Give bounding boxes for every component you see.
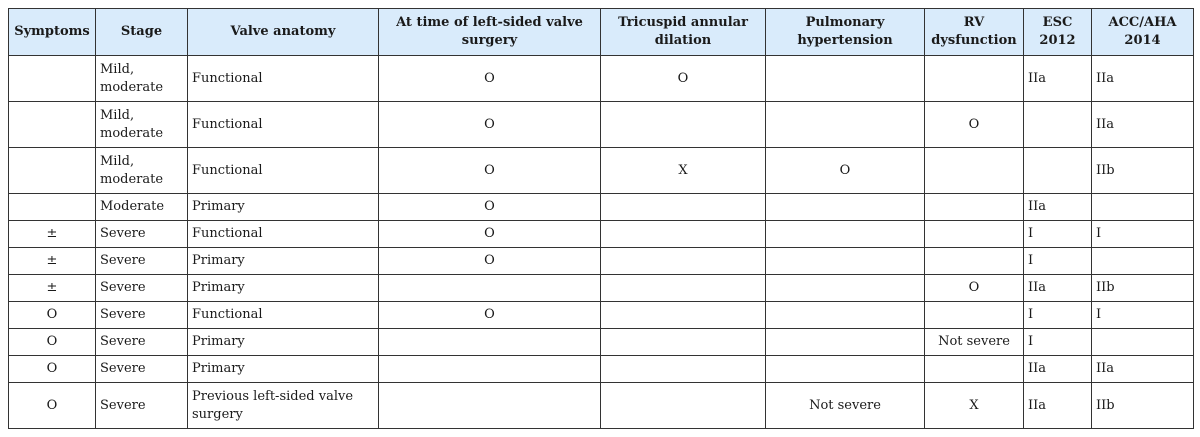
cell-valve-anatomy: Previous left-sided valve surgery: [188, 383, 379, 429]
table-row: [9, 221, 1194, 248]
cell-valve-anatomy: Functional: [188, 56, 379, 102]
cell-pulmonary-hypertension: [766, 248, 925, 275]
cell-tricuspid-dilation: [601, 221, 766, 248]
cell-acc-aha-2014: IIa: [1092, 356, 1194, 383]
cell-acc-aha-2014: I: [1092, 221, 1194, 248]
cell-acc-aha-2014: I: [1092, 302, 1194, 329]
cell-acc-aha-2014: IIa: [1092, 56, 1194, 102]
cell-tricuspid-dilation: [601, 329, 766, 356]
cell-pulmonary-hypertension: [766, 329, 925, 356]
cell-stage: Mild, moderate: [96, 148, 188, 194]
cell-esc-2012: IIa: [1024, 56, 1092, 102]
table-row: [9, 275, 1194, 302]
cell-esc-2012: [1024, 148, 1092, 194]
header-valve-anatomy: Valve anatomy: [188, 9, 379, 56]
header-pulmonary-hypertension: Pulmonary hypertension: [766, 9, 925, 56]
cell-esc-2012: I: [1024, 248, 1092, 275]
cell-symptoms: O: [9, 302, 96, 329]
cell-left-sided-surgery: [379, 356, 601, 383]
cell-left-sided-surgery: O: [379, 248, 601, 275]
cell-symptoms: [9, 148, 96, 194]
cell-left-sided-surgery: O: [379, 221, 601, 248]
cell-stage: Mild, moderate: [96, 102, 188, 148]
cell-symptoms: [9, 56, 96, 102]
cell-pulmonary-hypertension: Not severe: [766, 383, 925, 429]
cell-valve-anatomy: Primary: [188, 275, 379, 302]
cell-symptoms: ±: [9, 221, 96, 248]
cell-left-sided-surgery: O: [379, 148, 601, 194]
cell-tricuspid-dilation: [601, 248, 766, 275]
cell-pulmonary-hypertension: [766, 56, 925, 102]
cell-tricuspid-dilation: [601, 194, 766, 221]
recommendation-table: [8, 8, 1194, 429]
cell-valve-anatomy: Primary: [188, 356, 379, 383]
cell-rv-dysfunction: [925, 356, 1024, 383]
cell-left-sided-surgery: O: [379, 102, 601, 148]
cell-rv-dysfunction: X: [925, 383, 1024, 429]
cell-symptoms: [9, 194, 96, 221]
table-row: [9, 56, 1194, 102]
header-tricuspid-dilation: Tricuspid annular dilation: [601, 9, 766, 56]
cell-tricuspid-dilation: X: [601, 148, 766, 194]
header-left-sided-surgery: At time of left-sided valve surgery: [379, 9, 601, 56]
cell-stage: Severe: [96, 275, 188, 302]
cell-stage: Severe: [96, 383, 188, 429]
cell-rv-dysfunction: [925, 148, 1024, 194]
table-row: [9, 302, 1194, 329]
cell-pulmonary-hypertension: [766, 275, 925, 302]
cell-stage: Mild, moderate: [96, 56, 188, 102]
cell-left-sided-surgery: [379, 329, 601, 356]
cell-acc-aha-2014: IIb: [1092, 383, 1194, 429]
cell-left-sided-surgery: O: [379, 56, 601, 102]
cell-valve-anatomy: Functional: [188, 221, 379, 248]
cell-tricuspid-dilation: [601, 356, 766, 383]
cell-acc-aha-2014: [1092, 329, 1194, 356]
header-esc-2012: ESC 2012: [1024, 9, 1092, 56]
header-row: [9, 9, 1194, 56]
cell-esc-2012: I: [1024, 221, 1092, 248]
cell-symptoms: ±: [9, 275, 96, 302]
cell-pulmonary-hypertension: [766, 356, 925, 383]
cell-stage: Severe: [96, 329, 188, 356]
cell-left-sided-surgery: [379, 383, 601, 429]
cell-esc-2012: I: [1024, 302, 1092, 329]
cell-symptoms: O: [9, 356, 96, 383]
cell-pulmonary-hypertension: O: [766, 148, 925, 194]
cell-symptoms: [9, 102, 96, 148]
cell-stage: Severe: [96, 302, 188, 329]
cell-symptoms: O: [9, 383, 96, 429]
table-row: [9, 356, 1194, 383]
cell-esc-2012: I: [1024, 329, 1092, 356]
cell-rv-dysfunction: [925, 194, 1024, 221]
cell-rv-dysfunction: Not severe: [925, 329, 1024, 356]
cell-stage: Severe: [96, 221, 188, 248]
table-row: [9, 194, 1194, 221]
cell-tricuspid-dilation: [601, 275, 766, 302]
cell-rv-dysfunction: [925, 302, 1024, 329]
header-symptoms: Symptoms: [9, 9, 96, 56]
cell-stage: Moderate: [96, 194, 188, 221]
cell-left-sided-surgery: O: [379, 302, 601, 329]
cell-valve-anatomy: Primary: [188, 329, 379, 356]
table-row: [9, 383, 1194, 429]
cell-acc-aha-2014: IIb: [1092, 275, 1194, 302]
header-rv-dysfunction: RV dysfunction: [925, 9, 1024, 56]
cell-symptoms: ±: [9, 248, 96, 275]
cell-tricuspid-dilation: [601, 383, 766, 429]
table-row: [9, 148, 1194, 194]
cell-esc-2012: IIa: [1024, 383, 1092, 429]
cell-pulmonary-hypertension: [766, 102, 925, 148]
cell-left-sided-surgery: O: [379, 194, 601, 221]
table-row: [9, 102, 1194, 148]
table-row: [9, 248, 1194, 275]
cell-acc-aha-2014: [1092, 194, 1194, 221]
cell-pulmonary-hypertension: [766, 194, 925, 221]
cell-rv-dysfunction: [925, 221, 1024, 248]
cell-acc-aha-2014: IIb: [1092, 148, 1194, 194]
cell-tricuspid-dilation: O: [601, 56, 766, 102]
cell-valve-anatomy: Functional: [188, 148, 379, 194]
table-row: [9, 329, 1194, 356]
header-acc-aha-2014: ACC/AHA 2014: [1092, 9, 1194, 56]
cell-tricuspid-dilation: [601, 102, 766, 148]
cell-acc-aha-2014: IIa: [1092, 102, 1194, 148]
cell-esc-2012: [1024, 102, 1092, 148]
header-stage: Stage: [96, 9, 188, 56]
cell-stage: Severe: [96, 356, 188, 383]
cell-valve-anatomy: Functional: [188, 302, 379, 329]
cell-acc-aha-2014: [1092, 248, 1194, 275]
cell-valve-anatomy: Primary: [188, 194, 379, 221]
cell-rv-dysfunction: O: [925, 275, 1024, 302]
cell-valve-anatomy: Primary: [188, 248, 379, 275]
cell-pulmonary-hypertension: [766, 302, 925, 329]
cell-left-sided-surgery: [379, 275, 601, 302]
cell-rv-dysfunction: O: [925, 102, 1024, 148]
cell-esc-2012: IIa: [1024, 194, 1092, 221]
cell-rv-dysfunction: [925, 56, 1024, 102]
cell-stage: Severe: [96, 248, 188, 275]
cell-symptoms: O: [9, 329, 96, 356]
cell-esc-2012: IIa: [1024, 275, 1092, 302]
cell-tricuspid-dilation: [601, 302, 766, 329]
cell-esc-2012: IIa: [1024, 356, 1092, 383]
cell-valve-anatomy: Functional: [188, 102, 379, 148]
cell-rv-dysfunction: [925, 248, 1024, 275]
cell-pulmonary-hypertension: [766, 221, 925, 248]
